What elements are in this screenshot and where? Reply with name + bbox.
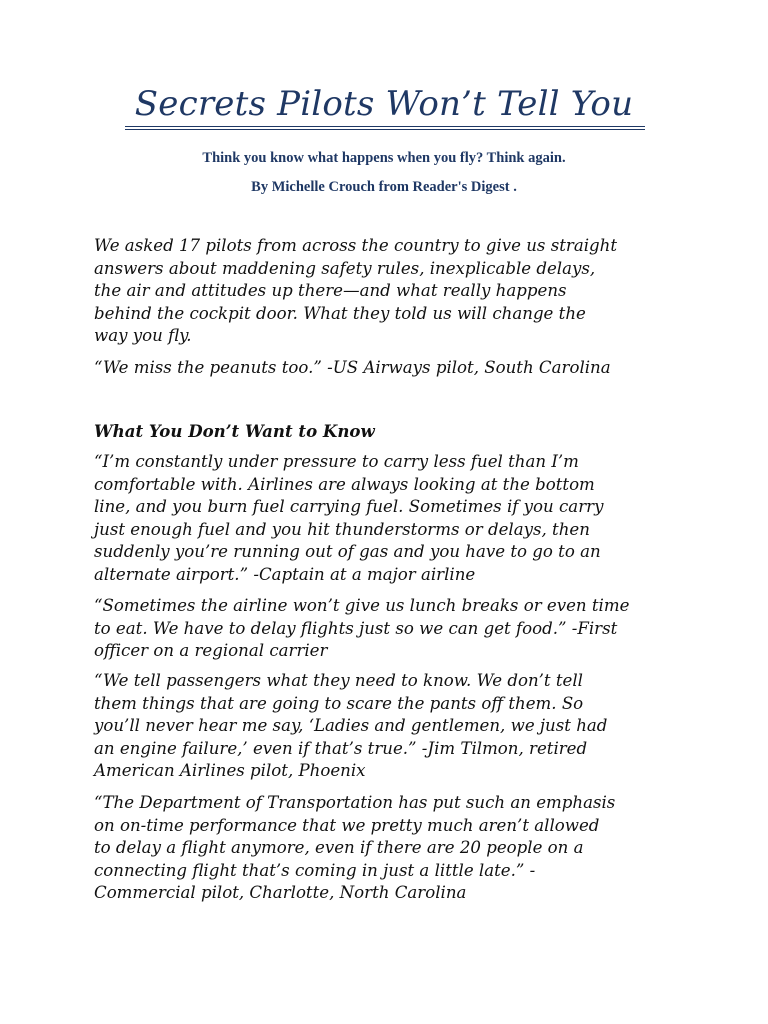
quote-line: officer on a regional carrier xyxy=(94,641,328,660)
quote-line: comfortable with. Airlines are always looking at the bottom xyxy=(94,474,595,494)
quote-line: “We tell passengers what they need to know. We don’t tell xyxy=(94,671,583,690)
title-underline xyxy=(125,126,645,127)
quote-line: Commercial pilot, Charlotte, North Carolina xyxy=(94,883,467,902)
quote-line: “Sometimes the airline won’t give us lunch breaks or even time xyxy=(94,596,630,615)
quote-line: to delay a flight anymore, even if there are 20 people on a xyxy=(94,838,584,857)
byline: By Michelle Crouch from Reader's Digest . xyxy=(251,179,517,195)
intro-line: We asked 17 pilots from across the country to give us straight xyxy=(94,236,618,255)
quote-line: on on-time performance that we pretty much aren’t allowed xyxy=(94,815,600,835)
intro-line: behind the cockpit door. What they told us will change the xyxy=(94,303,586,323)
quote-line: you’ll never hear me say, ‘Ladies and gentlemen, we just had xyxy=(94,716,608,735)
intro-line: answers about maddening safety rules, inexplicable delays, xyxy=(94,258,596,278)
quote-line: suddenly you’re running out of gas and you have to go to an xyxy=(94,542,601,561)
quote-line: American Airlines pilot, Phoenix xyxy=(94,761,366,780)
title-underline-second xyxy=(125,129,645,130)
section-heading: What You Don’t Want to Know xyxy=(94,421,375,441)
quote-fuel xyxy=(94,451,694,586)
intro-paragraph xyxy=(94,235,694,348)
quote-line: just enough fuel and you hit thunderstorms or delays, then xyxy=(94,519,590,539)
intro-line: way you fly. xyxy=(94,326,192,345)
quote-line: to eat. We have to delay flights just so we can get food.” -First xyxy=(94,618,618,638)
peanuts-quote xyxy=(94,357,694,380)
document-title: Secrets Pilots Won’t Tell You xyxy=(134,84,634,124)
quote-transportation xyxy=(94,792,694,905)
quote-line: line, and you burn fuel carrying fuel. Sometimes if you carry xyxy=(94,497,604,516)
quote-line: connecting flight that’s coming in just a little late.” - xyxy=(94,860,536,880)
subtitle: Think you know what happens when you fly? Think again. xyxy=(202,150,566,166)
quote-line: “I’m constantly under pressure to carry less fuel than I’m xyxy=(94,452,579,471)
quote-line: an engine failure,’ even if that’s true.” -Jim Tilmon, retired xyxy=(94,738,588,758)
peanuts-quote-line: “We miss the peanuts too.” -US Airways pilot, South Carolina xyxy=(94,358,611,377)
quote-line: them things that are going to scare the pants off them. So xyxy=(94,693,584,713)
quote-lunch xyxy=(94,595,694,663)
quote-line: “The Department of Transportation has put such an emphasis xyxy=(94,793,616,812)
intro-line: the air and attitudes up there—and what really happens xyxy=(94,281,567,300)
quote-line: alternate airport.” -Captain at a major airline xyxy=(94,564,476,584)
quote-passengers xyxy=(94,670,694,783)
